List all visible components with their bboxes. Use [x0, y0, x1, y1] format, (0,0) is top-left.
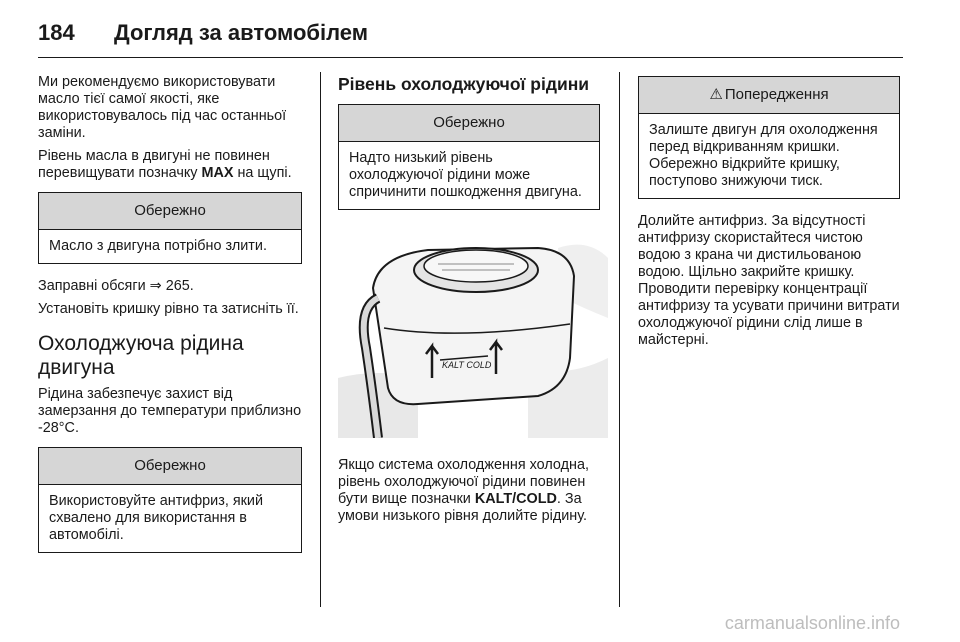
caution-box — [38, 447, 302, 553]
caution-title: Обережно — [339, 105, 599, 142]
column-1 — [38, 74, 302, 567]
page-title: Догляд за автомобілем — [114, 20, 369, 45]
warning-title: Попередження — [724, 86, 829, 103]
caution-box — [338, 104, 600, 210]
column-divider — [619, 72, 620, 607]
paragraph: Ми рекомендуємо використовувати масло тієї самої якості, яке використовувалось під час останньої заміни. — [38, 74, 287, 141]
paragraph — [338, 457, 600, 525]
caution-title: Обережно — [39, 448, 301, 485]
page-number: 184 — [38, 20, 75, 45]
header-rule — [38, 57, 903, 58]
column-2 — [338, 74, 600, 531]
text: Якщо система охолодження холодна, рівень охолоджуючої рідини повинен бути вище позначки — [338, 457, 589, 507]
section-heading: Рівень охолоджуючої рідини — [338, 74, 590, 94]
page-header — [38, 14, 918, 62]
text: Рівень масла в двигуні не повинен перевищувати позначку — [38, 148, 270, 181]
coolant-reservoir-figure — [338, 228, 608, 438]
text: . За умови низького рівня долийте рідину. — [338, 491, 587, 524]
caution-text: Надто низький рівень охолоджуючої рідини може спричинити пошкодження двигуна. — [349, 150, 582, 200]
warning-box — [638, 76, 900, 199]
caution-text: Масло з двигуна потрібно злити. — [49, 238, 267, 254]
paragraph: Рідина забезпечує захист від замерзання до температури приблизно -28°C. — [38, 386, 302, 436]
paragraph — [38, 148, 302, 182]
column-divider — [320, 72, 321, 607]
paragraph: Заправні обсяги ⇒ 265. — [38, 278, 194, 294]
bold-text: KALT/COLD — [474, 491, 557, 507]
warning-icon: ⚠ — [709, 86, 723, 103]
column-3 — [638, 74, 900, 355]
caution-title: Обережно — [39, 193, 301, 230]
text: на щупі. — [233, 165, 292, 181]
bold-text: MAX — [201, 165, 234, 181]
paragraph: Установіть кришку рівно та затисніть її. — [38, 301, 299, 317]
kalt-cold-label: KALT COLD — [442, 360, 492, 370]
paragraph: Долийте антифриз. За відсутності антифризу скористайтеся чистою водою з крана чи дистильованою водою. Щільно закрийте кришку. Проводити перевірку концентрації антифризу та усувати причини витрати охолоджуючої рідини слід лише в майстерні. — [638, 213, 900, 348]
warning-header — [639, 77, 899, 114]
warning-text: Залиште двигун для охолодження перед відкриванням кришки. Обережно відкрийте кришку, поступово знижуючи тиск. — [649, 122, 878, 189]
watermark: carmanualsonline.info — [724, 613, 900, 633]
caution-text: Використовуйте антифриз, який схвалено для використання в автомобілі. — [49, 493, 263, 543]
section-heading: Охолоджуюча рідина двигуна — [38, 332, 244, 379]
caution-box — [38, 192, 302, 264]
